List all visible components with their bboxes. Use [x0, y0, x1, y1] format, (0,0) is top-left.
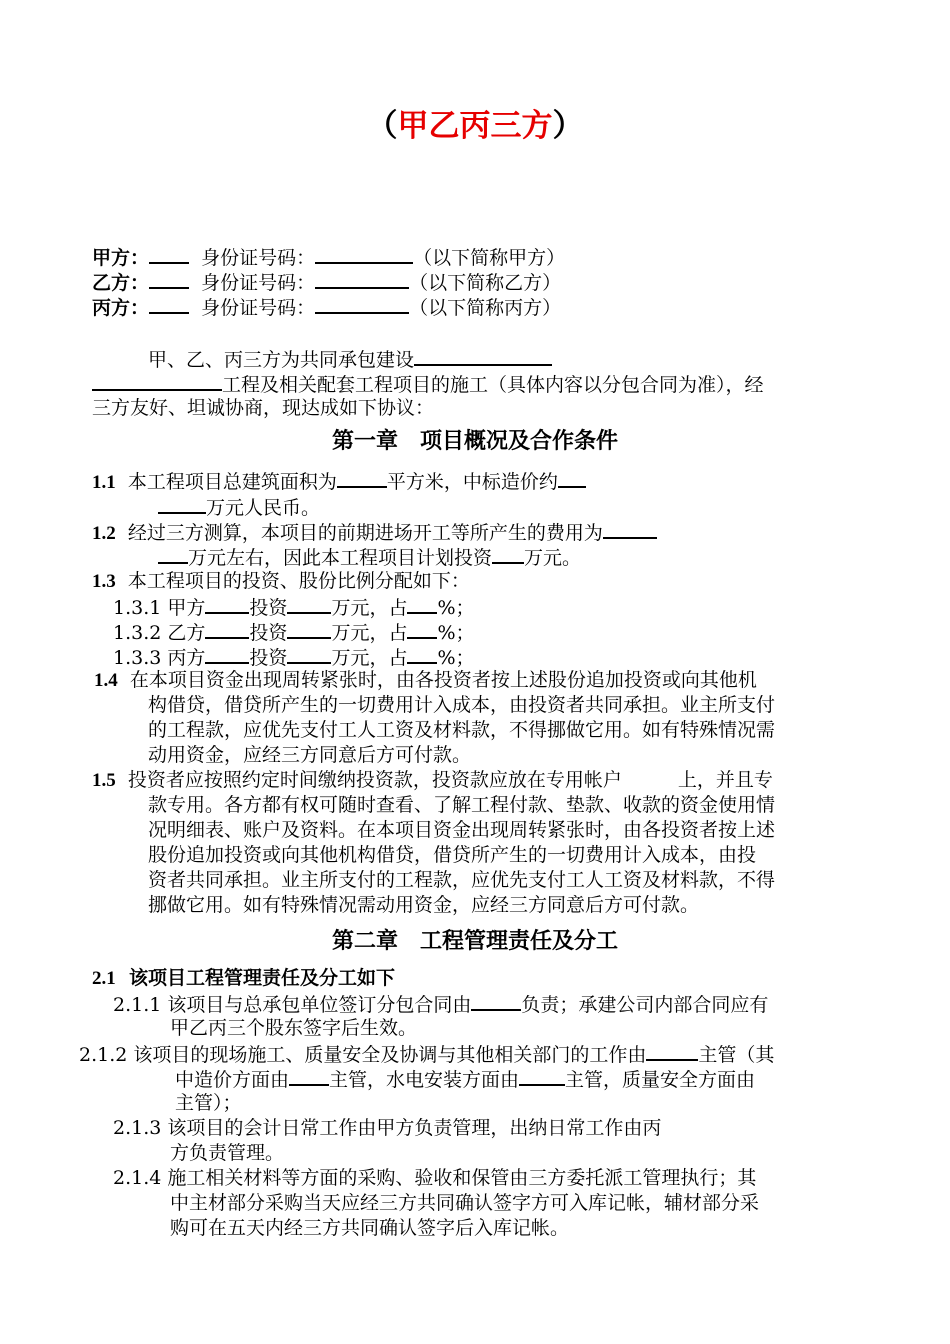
party-b-line: 乙方： 身份证号码： （以下简称乙方） — [92, 269, 561, 295]
clause-1-4-line-2: 构借贷，借贷所产生的一切费用计入成本，由投资者共同承担。业主所支付 — [148, 694, 776, 716]
clause-1-4-line-3: 的工程款，应优先支付工人工资及材料款，不得挪做它用。如有特殊情况需 — [148, 719, 776, 741]
clause-2-1-1-cont: 甲乙丙三个股东签字后生效。 — [170, 1017, 418, 1039]
clause-1-3-2: 1.3.2 乙方 投资 万元，占 %； — [113, 619, 475, 645]
clause-1-4-line-4: 动用资金，应经三方同意后方可付款。 — [148, 744, 472, 766]
clause-1-1-cont: 万元人民币。 — [158, 494, 320, 520]
clause-1-5-line-5: 资者共同承担。业主所支付的工程款，应优先支付工人工资及材料款，不得 — [148, 869, 776, 891]
party-c-line: 丙方： 身份证号码： （以下简称丙方） — [92, 294, 561, 320]
clause-1-5: 1.5 投资者应按照约定时间缴纳投资款，投资款应放在专用帐户 上，并且专 — [92, 769, 773, 791]
intro-line-1: 甲、乙、丙三方为共同承包建设 — [148, 346, 552, 372]
clause-2-1: 2.1 该项目工程管理责任及分工如下 — [92, 967, 395, 989]
clause-2-1-4-line-3: 购可在五天内经三方共同确认签字后入库记帐。 — [170, 1217, 570, 1239]
clause-1-2-cont: 万元左右，因此本工程项目计划投资 万元。 — [158, 544, 581, 570]
clause-2-1-1: 2.1.1 该项目与总承包单位签订分包合同由 负责；承建公司内部合同应有 — [113, 991, 768, 1017]
clause-1-3-3: 1.3.3 丙方 投资 万元，占 %； — [113, 644, 475, 670]
clause-2-1-4-line-2: 中主材部分采购当天应经三方共同确认签字方可入库记帐，辅材部分采 — [170, 1192, 760, 1214]
chapter-1-heading: 第一章 项目概况及合作条件 — [331, 429, 618, 454]
clause-1-5-line-2: 款专用。各方都有权可随时查看、了解工程付款、垫款、收款的资金使用情 — [148, 794, 776, 816]
clause-2-1-2: 2.1.2 该项目的现场施工、质量安全及协调与其他相关部门的工作由 主管（其 — [79, 1041, 774, 1067]
clause-2-1-2-cont: 中造价方面由 主管，水电安装方面由 主管，质量安全方面由 — [175, 1066, 755, 1092]
clause-2-1-3-cont: 方负责管理。 — [170, 1142, 285, 1164]
intro-line-2: 工程及相关配套工程项目的施工（具体内容以分包合同为准），经 — [92, 371, 764, 397]
party-a-line: 甲方： 身份证号码： （以下简称甲方） — [92, 244, 565, 270]
document-title: （甲乙丙三方） — [366, 108, 584, 144]
clause-2-1-2-cont-2: 主管）； — [175, 1092, 242, 1114]
clause-2-1-3: 2.1.3 该项目的会计日常工作由甲方负责管理，出纳日常工作由丙 — [113, 1117, 662, 1139]
clause-1-5-line-6: 挪做它用。如有特殊情况需动用资金，应经三方同意后方可付款。 — [148, 894, 700, 916]
clause-1-3-1: 1.3.1 甲方 投资 万元，占 %； — [113, 594, 475, 620]
clause-1-4: 1.4 在本项目资金出现周转紧张时，由各投资者按上述股份追加投资或向其他机 — [94, 669, 757, 691]
clause-1-3: 1.3 本工程项目的投资、股份比例分配如下： — [92, 570, 470, 592]
intro-line-3: 三方友好、坦诚协商，现达成如下协议： — [92, 397, 435, 419]
clause-2-1-4: 2.1.4 施工相关材料等方面的采购、验收和保管由三方委托派工管理执行；其 — [113, 1167, 757, 1189]
clause-1-1: 1.1 本工程项目总建筑面积为 平方米，中标造价约 — [92, 468, 586, 495]
clause-1-5-line-4: 股份追加投资或向其他机构借贷，借贷所产生的一切费用计入成本，由投 — [148, 844, 757, 866]
clause-1-5-line-3: 况明细表、账户及资料。在本项目资金出现周转紧张时，由各投资者按上述 — [148, 819, 776, 841]
clause-1-2: 1.2 经过三方测算，本项目的前期进场开工等所产生的费用为 — [92, 519, 657, 546]
chapter-2-heading: 第二章 工程管理责任及分工 — [331, 929, 618, 954]
